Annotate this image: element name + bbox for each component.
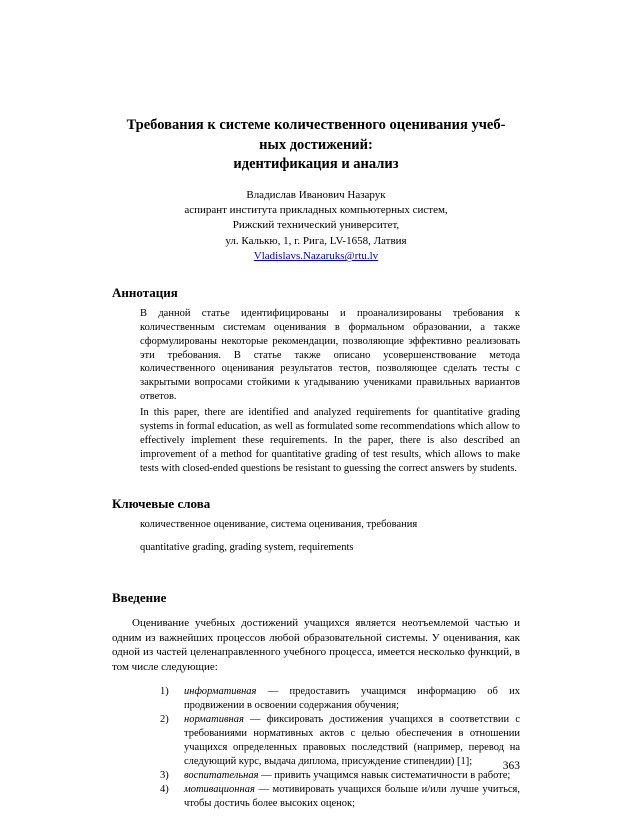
list-item-text: — мотивировать учащихся больше и/или лучше учиться, чтобы достичь более высоких оценок; (184, 784, 520, 810)
list-item (112, 685, 520, 713)
list-item-lead: мотивационная (184, 784, 255, 796)
list-item-number: 4) (160, 784, 169, 796)
list-item (112, 783, 520, 811)
list-item-text: — привить учащимся навык систематичности в работе; (258, 770, 511, 782)
section-gap (112, 554, 520, 570)
paper-title-line-3: идентификация и анализ (233, 156, 399, 173)
list-item-lead: информативная (184, 686, 257, 698)
list-item-text: — предоставить учащимся информацию об их продвижении в освоении содержания обучения; (184, 686, 520, 712)
author-name: Владислав Иванович Назарук (246, 188, 386, 201)
email-line (112, 249, 520, 264)
list-item-lead: воспитательная (184, 770, 259, 782)
abstract-paragraph-ru: В данной статье идентифицированы и проанализированы требования к количественным системам оценивания в формальном образовании, а также сформулированы некоторые рекомендации, позволяющие эффективно реализовать эти требования. В статье также описано усовершенствование метода количественного оценивания результатов тестов, позволяющее сделать тесты с закрытыми вопросами стойкими к угадыванию учениками правильных вариантов ответов. (140, 307, 520, 403)
author-position: аспирант института прикладных компьютерных систем, (184, 204, 448, 217)
list-item (112, 713, 520, 769)
keywords-heading: Ключевые слова (112, 496, 211, 512)
paper-title-line-2: ных достижений: (259, 136, 373, 153)
list-item-number: 3) (160, 770, 169, 782)
author-block (112, 188, 520, 250)
functions-list (112, 685, 520, 811)
page-number: 363 (502, 760, 520, 772)
keywords-ru: количественное оценивание, система оценивания, требования (140, 519, 418, 531)
introduction-paragraph: Оценивание учебных достижений учащихся является неотъемлемой частью и одним из важнейших процессов любой образовательной системы. У оценивания, как одной из частей целенаправленного учебного процесса, имеется несколько функций, в том числе следующие: (112, 617, 520, 673)
list-item-lead: нормативная (184, 714, 244, 726)
paper-title (112, 116, 520, 175)
abstract-heading: Аннотация (112, 284, 178, 300)
list-item-number: 2) (160, 714, 169, 726)
paper-title-line-1: Требования к системе количественного оценивания учеб- (126, 117, 506, 133)
author-email-link[interactable]: Vladislavs.Nazaruks@rtu.lv (253, 250, 379, 263)
introduction-heading: Введение (112, 590, 167, 606)
keywords-en: quantitative grading, grading system, requirements (140, 541, 354, 553)
list-item (112, 769, 520, 783)
author-address: ул. Калькю, 1, г. Рига, LV-1658, Латвия (225, 234, 407, 247)
abstract-paragraph-en: In this paper, there are identified and analyzed requirements for quantitative grading systems in formal education, as well as formulated some recommendations which allow to effectively implement these requirements. In the paper, there is also described an improvement of a method for quantitative grading of test results, which allows to make tests with closed-ended questions be resistant to guessing the correct answers by students. (140, 407, 520, 475)
list-item-text: — фиксировать достижения учащихся в соответствии с требованиями нормативных актов с целью обеспечения в отношении учащихся определенных правовых последствий (например, перевод на следующий курс, выдача диплома, присуждение стипендии) [1]; (184, 714, 520, 768)
author-affiliation: Рижский технический университет, (232, 219, 400, 232)
list-item-number: 1) (160, 686, 169, 698)
